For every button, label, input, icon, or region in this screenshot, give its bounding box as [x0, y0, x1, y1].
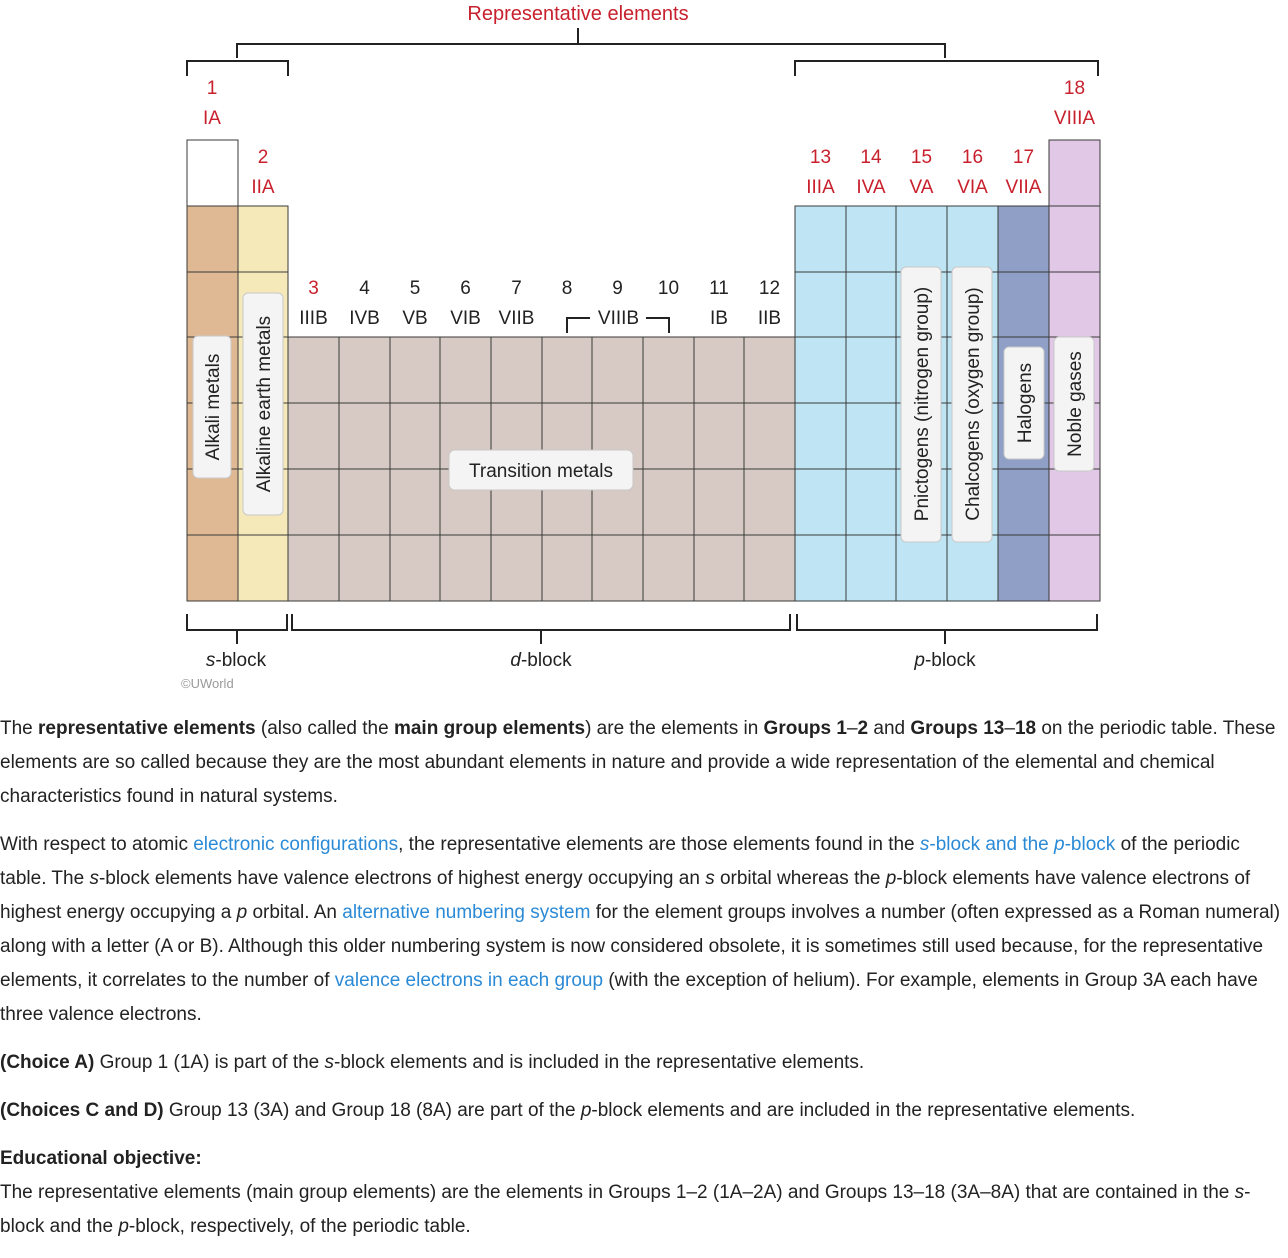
alkaline-earth-metals-text: Alkaline earth metals	[254, 315, 275, 493]
d-block-group-headers	[299, 278, 781, 329]
element-cell	[491, 535, 542, 601]
group-3-number: 3	[308, 278, 319, 299]
p-block-label: p-block	[914, 650, 976, 671]
label-pnictogens	[901, 267, 941, 542]
group-12-number: 12	[758, 278, 781, 299]
element-cell	[744, 535, 795, 601]
group-6-number: 6	[460, 278, 471, 299]
element-cell	[846, 469, 896, 535]
group-11-number: 11	[709, 278, 729, 299]
element-cell	[187, 206, 238, 272]
group-2-roman: IIA	[251, 177, 275, 198]
element-cell	[795, 272, 846, 337]
group-1-number: 1	[206, 78, 218, 99]
link-electronic-configurations[interactable]: electronic configurations	[193, 834, 399, 855]
group-17-number: 17	[1012, 147, 1035, 168]
halogens-text: Halogens	[1015, 362, 1036, 444]
label-chalcogens	[952, 267, 992, 542]
element-cell	[694, 337, 744, 403]
element-cell	[643, 469, 694, 535]
element-cell	[1049, 206, 1100, 272]
group-14-roman: IVA	[856, 177, 886, 198]
chalcogens-text: Chalcogens (oxygen group)	[963, 287, 984, 521]
element-cell	[1049, 469, 1100, 535]
group-13-roman: IIIA	[806, 177, 835, 198]
representative-elements-bracket	[187, 28, 1098, 76]
group-18-roman: VIIIA	[1053, 108, 1096, 129]
alkali-metals-text: Alkali metals	[203, 353, 224, 461]
link-s-block-p-block[interactable]: s-block and the p-block	[919, 834, 1116, 855]
element-cell	[390, 403, 440, 469]
element-cell	[795, 337, 846, 403]
element-cell	[846, 535, 896, 601]
element-cell	[440, 535, 491, 601]
group-15-roman: VA	[909, 177, 934, 198]
element-cell	[643, 337, 694, 403]
group-11-roman: IB	[710, 308, 728, 329]
transition-metals-text: Transition metals	[469, 461, 613, 482]
educational-objective-heading: Educational objective:	[0, 1148, 202, 1169]
label-noble-gases	[1054, 337, 1094, 471]
educational-objective-text: The representative elements (main group elements) are the elements in Groups 1–2 (1A–2A) and Groups 13–18 (3A–8A) that are contained in the s-block and the p-block, respectively, of the periodic table.	[0, 1182, 1251, 1237]
group-1-roman: IA	[203, 108, 221, 129]
group-7-number: 7	[511, 278, 522, 299]
element-cell	[694, 535, 744, 601]
element-cell	[339, 403, 390, 469]
group-5-number: 5	[409, 278, 421, 299]
element-cell	[998, 272, 1049, 337]
group-6-roman: VIB	[450, 308, 481, 329]
element-cell	[187, 469, 238, 535]
element-cell	[795, 403, 846, 469]
link-valence-electrons-in-each-group[interactable]: valence electrons in each group	[334, 970, 604, 991]
element-cell	[390, 535, 440, 601]
element-cell	[846, 403, 896, 469]
element-cell	[643, 535, 694, 601]
noble-gases-text: Noble gases	[1065, 351, 1086, 457]
link-alternative-numbering-system[interactable]: alternative numbering system	[342, 902, 591, 923]
group-9-roman: VIIIB	[597, 308, 640, 329]
s-block-label: s-block	[205, 650, 267, 671]
element-cell	[187, 140, 238, 206]
element-cell	[187, 272, 238, 337]
element-cell	[339, 337, 390, 403]
element-cell	[1049, 140, 1100, 206]
copyright-watermark: ©UWorld	[181, 676, 234, 691]
element-cell	[339, 535, 390, 601]
group-16-number: 16	[961, 147, 984, 168]
group-14-number: 14	[860, 147, 882, 168]
element-cell	[1049, 272, 1100, 337]
element-cell	[542, 535, 592, 601]
paragraph-choices-c-d: (Choices C and D) Group 13 (3A) and Group 18 (8A) are part of the p-block elements and are included in the representative elements.	[0, 1100, 1136, 1121]
element-cell	[288, 469, 339, 535]
element-cell	[795, 535, 846, 601]
element-cell	[187, 535, 238, 601]
explanation	[0, 712, 1288, 1258]
element-cell	[694, 469, 744, 535]
element-cell	[744, 337, 795, 403]
group-13-number: 13	[809, 147, 832, 168]
label-halogens	[1004, 347, 1044, 459]
group-4-roman: IVB	[349, 308, 380, 329]
group-18-number: 18	[1063, 78, 1086, 99]
element-cell	[896, 206, 947, 272]
group-12-roman: IIB	[757, 308, 782, 329]
representative-elements-title: Representative elements	[467, 3, 689, 25]
paragraph-electronic-configurations: With respect to atomic electronic configurations, the representative elements are those elements found in the s-block and the p-block of the periodic table. The s-block elements have valence electrons of highest energy occupying an s orbital whereas the p-block elements have valence electrons of highest energy occupying a p orbital. An alternative numbering system for the element groups involves a number (often expressed as a Roman numeral) along with a letter (A or B). Although this older numbering system is now considered obsolete, it is sometimes still used because, for the representative elements, it correlates to the number of valence electrons in each group (with the exception of helium). For example, elements in Group 3A each have three valence electrons.	[0, 834, 1281, 1025]
element-cell	[390, 469, 440, 535]
group-4-number: 4	[359, 278, 370, 299]
group-8-number: 8	[561, 278, 573, 299]
group-9-number: 9	[612, 278, 623, 299]
group-2-number: 2	[257, 147, 269, 168]
pnictogens-text: Pnictogens (nitrogen group)	[912, 286, 933, 522]
element-cell	[846, 272, 896, 337]
element-cell	[288, 337, 339, 403]
element-cell	[390, 337, 440, 403]
element-cell	[846, 206, 896, 272]
label-transition-metals	[449, 450, 633, 490]
group-17-roman: VIIA	[1005, 177, 1042, 198]
d-block-label: d-block	[510, 650, 572, 671]
element-cell	[238, 535, 288, 601]
element-cell	[795, 469, 846, 535]
element-cell	[643, 403, 694, 469]
group-15-number: 15	[910, 147, 933, 168]
element-cell	[947, 535, 998, 601]
element-cell	[491, 337, 542, 403]
element-cell	[947, 206, 998, 272]
element-cell	[998, 469, 1049, 535]
label-alkali-metals	[193, 336, 231, 478]
group-7-roman: VIIB	[498, 308, 535, 329]
group-3-roman: IIIB	[299, 308, 328, 329]
paragraph-choice-a: (Choice A) Group 1 (1A) is part of the s-block elements and is included in the representative elements.	[0, 1052, 865, 1073]
element-cell	[744, 469, 795, 535]
group-5-roman: VB	[402, 308, 428, 329]
element-cell	[440, 337, 491, 403]
element-cell	[846, 337, 896, 403]
element-cell	[592, 535, 643, 601]
element-cell	[592, 337, 643, 403]
element-cell	[339, 469, 390, 535]
paragraph-representative-elements: The representative elements (also called the main group elements) are the elements in Groups 1–2 and Groups 13–18 on the periodic table. These elements are so called because they are the most abundant elements in nature and provide a wide representation of the elemental and chemical characteristics found in natural systems.	[0, 718, 1276, 807]
element-cell	[288, 535, 339, 601]
element-cell	[694, 403, 744, 469]
element-cell	[288, 403, 339, 469]
block-brackets	[187, 614, 1097, 644]
element-cell	[795, 206, 846, 272]
element-cell	[238, 206, 288, 272]
element-cell	[1049, 535, 1100, 601]
label-alkaline-earth-metals	[243, 293, 283, 515]
element-cell	[542, 337, 592, 403]
group-10-number: 10	[657, 278, 680, 299]
element-cell	[998, 206, 1049, 272]
element-cell	[998, 535, 1049, 601]
element-cell	[744, 403, 795, 469]
group-16-roman: VIA	[957, 177, 988, 198]
element-cell	[896, 535, 947, 601]
